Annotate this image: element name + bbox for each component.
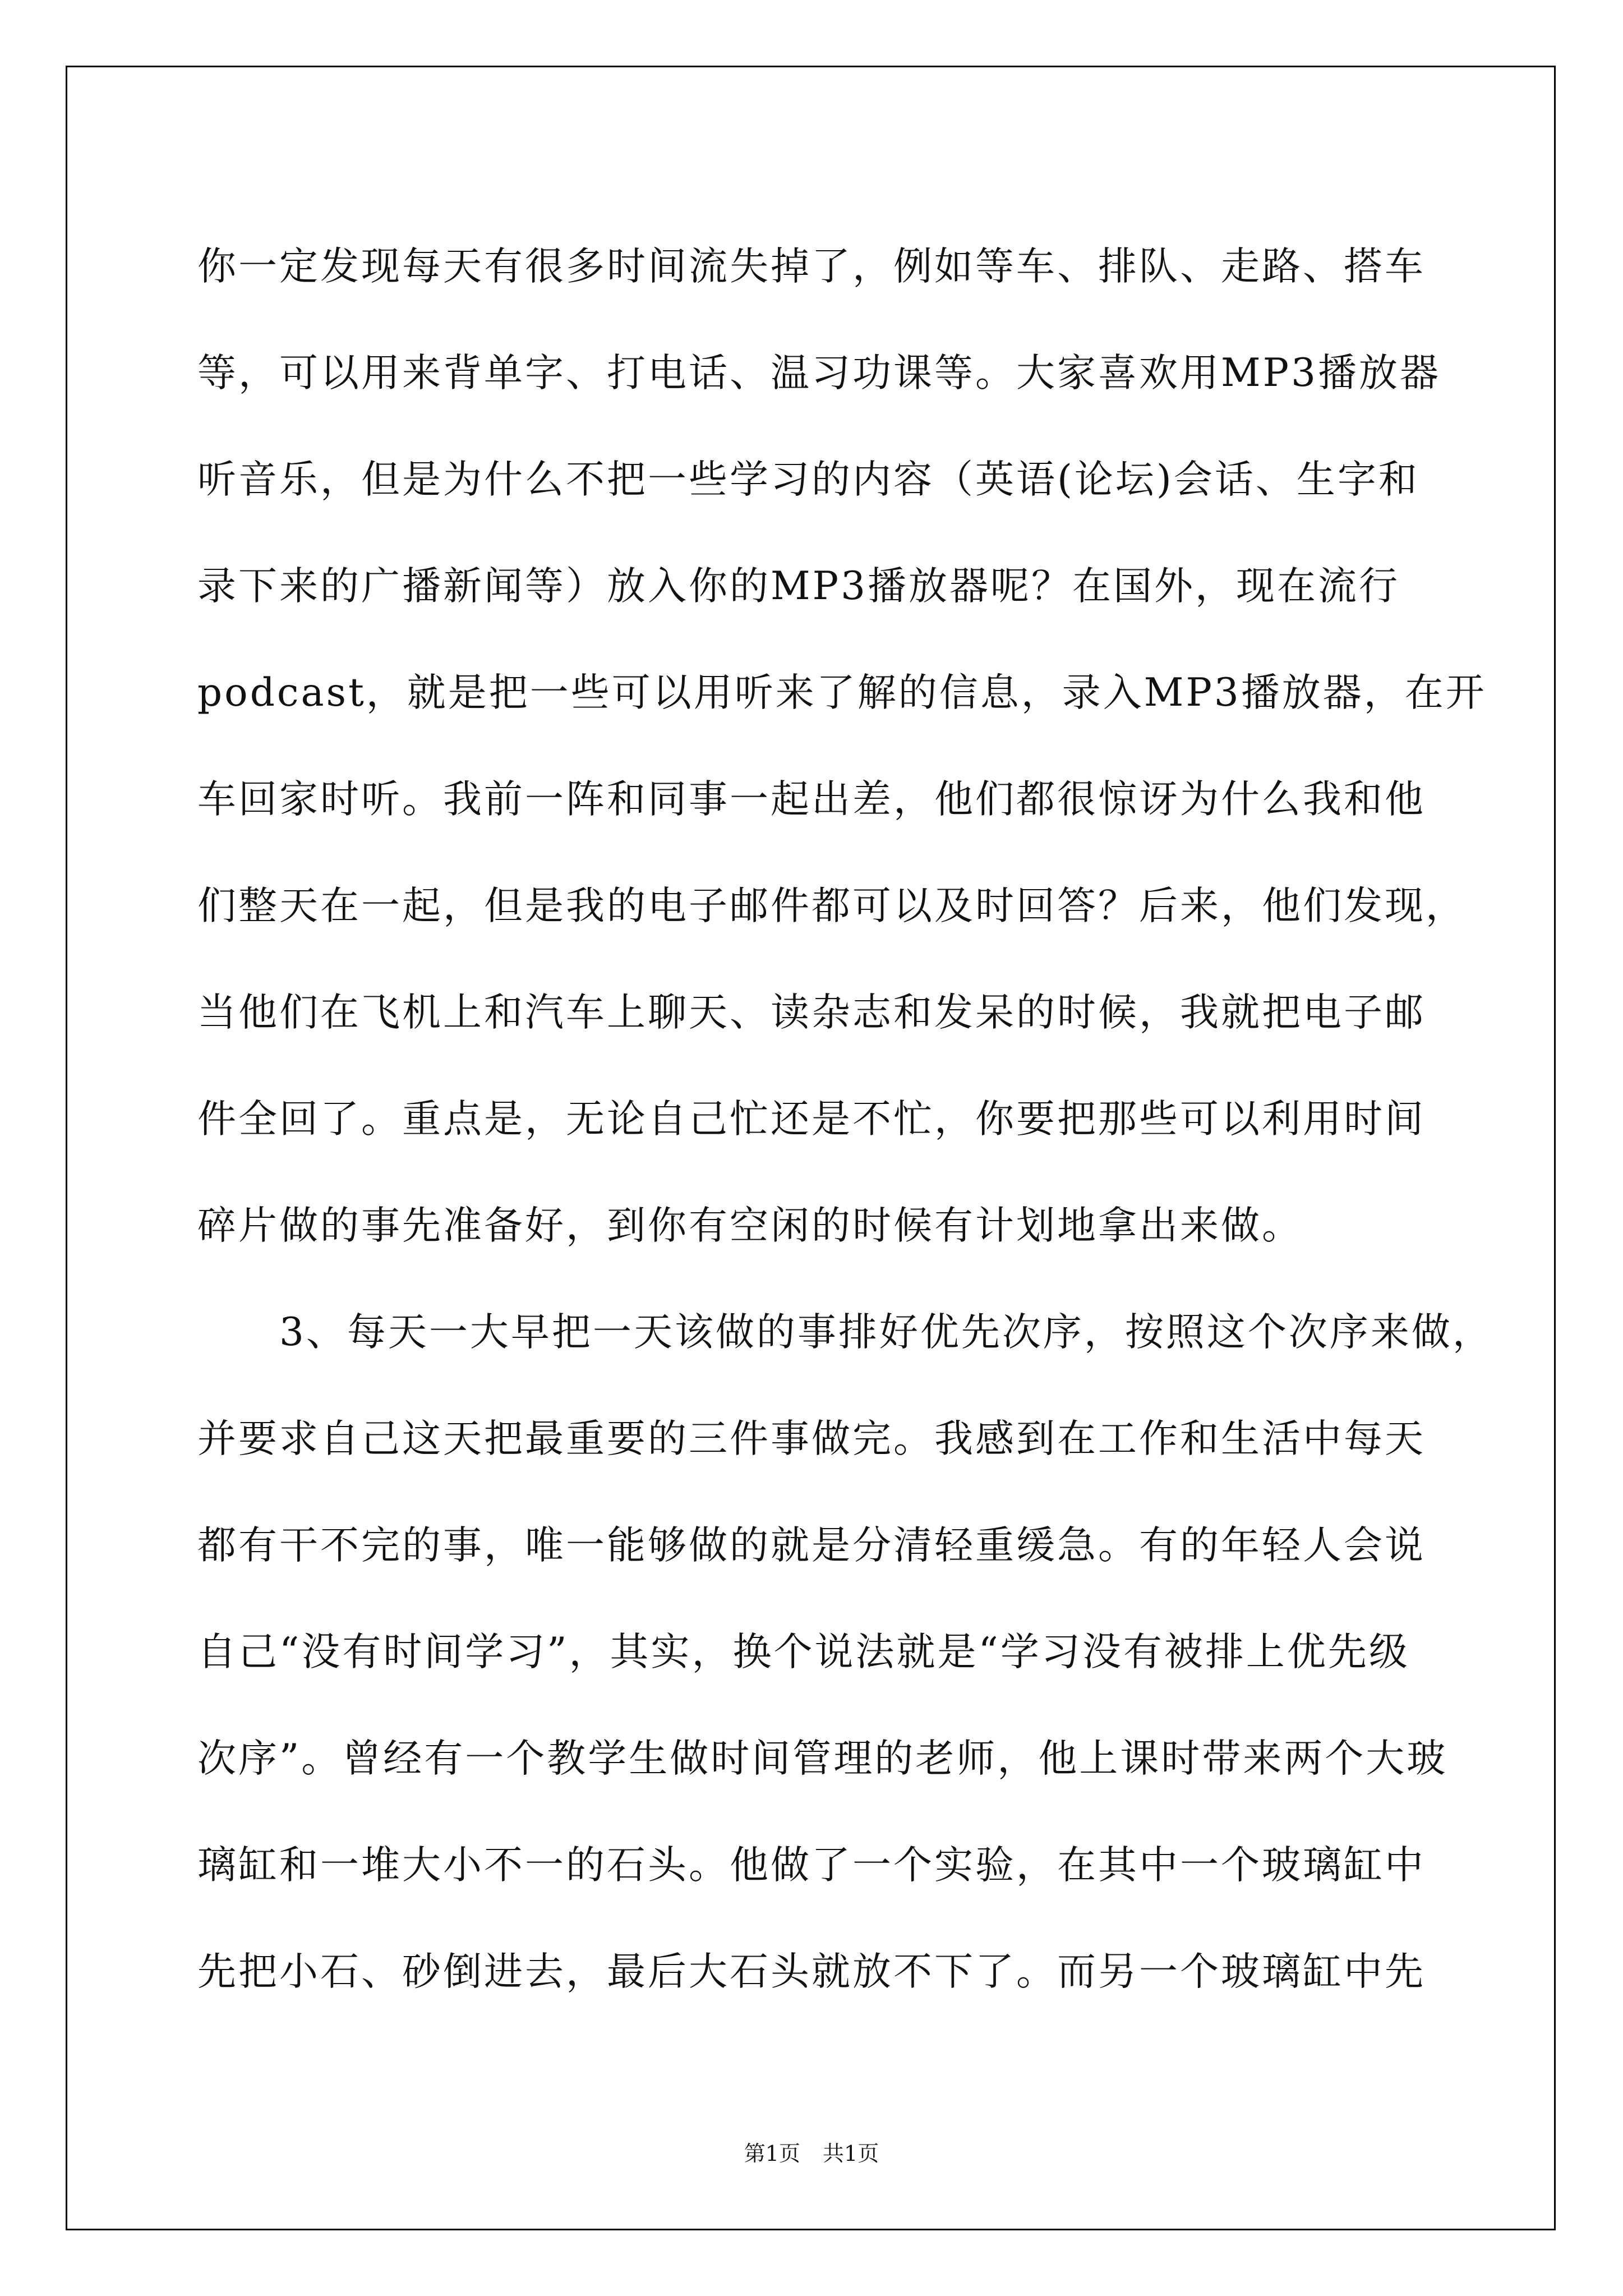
text-line: 次序”。曾经有一个教学生做时间管理的老师，他上课时带来两个大玻 — [197, 1736, 1448, 1781]
text-line: 等，可以用来背单字、打电话、温习功课等。大家喜欢用MP3播放器 — [197, 351, 1441, 395]
text-line: 车回家时听。我前一阵和同事一起出差，他们都很惊讶为什么我和他 — [197, 777, 1426, 822]
text-line: 你一定发现每天有很多时间流失掉了，例如等车、排队、走路、搭车 — [197, 244, 1426, 289]
text-line: 自己“没有时间学习”，其实，换个说法就是“学习没有被排上优先级 — [197, 1630, 1410, 1674]
text-line: 都有干不完的事，唯一能够做的就是分清轻重缓急。有的年轻人会说 — [197, 1523, 1426, 1568]
text-line: 听音乐，但是为什么不把一些学习的内容（英语(论坛)会话、生字和 — [197, 457, 1419, 502]
page-footer — [0, 2136, 1623, 2167]
text-line: 录下来的广播新闻等）放入你的MP3播放器呢？在国外，现在流行 — [197, 564, 1400, 609]
text-line: 们整天在一起，但是我的电子邮件都可以及时回答？后来，他们发现， — [197, 884, 1467, 928]
text-line: 当他们在飞机上和汽车上聊天、读杂志和发呆的时候，我就把电子邮 — [197, 990, 1426, 1035]
text-line: 碎片做的事先准备好，到你有空闲的时候有计划地拿出来做。 — [197, 1203, 1303, 1248]
text-line: 先把小石、砂倒进去，最后大石头就放不下了。而另一个玻璃缸中先 — [197, 1949, 1426, 1994]
text-line: 并要求自己这天把最重要的三件事做完。我感到在工作和生活中每天 — [197, 1416, 1426, 1461]
text-line: podcast，就是把一些可以用听来了解的信息，录入MP3播放器，在开 — [197, 670, 1487, 715]
page-number: 第1页 — [744, 2141, 800, 2166]
text-line: 件全回了。重点是，无论自己忙还是不忙，你要把那些可以利用时间 — [197, 1097, 1426, 1142]
document-body — [197, 213, 1493, 2025]
text-line: 璃缸和一堆大小不一的石头。他做了一个实验，在其中一个玻璃缸中 — [197, 1843, 1426, 1888]
page-total: 共1页 — [823, 2141, 879, 2166]
text-line: 3、每天一大早把一天该做的事排好优先次序，按照这个次序来做， — [197, 1310, 1493, 1355]
